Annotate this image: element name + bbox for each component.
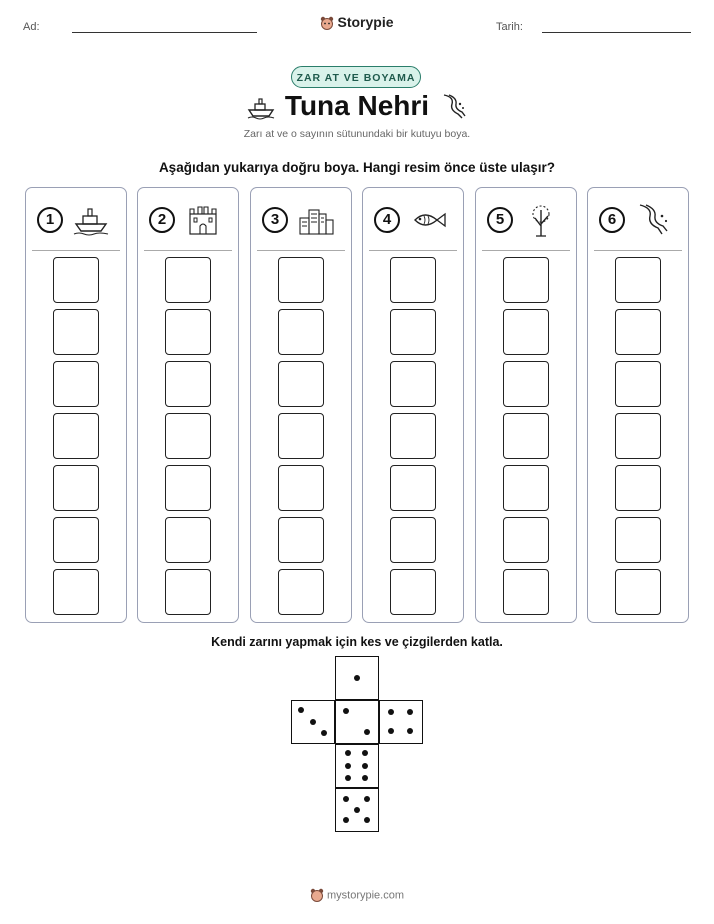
column-6 — [587, 187, 689, 623]
color-box[interactable] — [278, 257, 324, 303]
color-box[interactable] — [503, 257, 549, 303]
color-box[interactable] — [165, 465, 211, 511]
column-divider — [257, 250, 345, 251]
die-pip — [345, 775, 351, 781]
instruction: Aşağıdan yukarıya doğru boya. Hangi resim önce üste ulaşır? — [158, 160, 556, 175]
color-box[interactable] — [390, 257, 436, 303]
color-box[interactable] — [615, 569, 661, 615]
color-box[interactable] — [615, 361, 661, 407]
color-box[interactable] — [278, 309, 324, 355]
color-box[interactable] — [503, 413, 549, 459]
color-box[interactable] — [53, 257, 99, 303]
city-icon — [297, 202, 335, 238]
die-face-2 — [335, 700, 379, 744]
column-divider — [482, 250, 570, 251]
column-number: 2 — [149, 207, 175, 233]
column-number: 3 — [262, 207, 288, 233]
die-pip — [364, 729, 370, 735]
color-box[interactable] — [390, 465, 436, 511]
footer — [0, 888, 714, 903]
color-box[interactable] — [390, 569, 436, 615]
color-box[interactable] — [615, 517, 661, 563]
die-pip — [310, 719, 316, 725]
die-pip — [343, 708, 349, 714]
color-box[interactable] — [390, 517, 436, 563]
color-box[interactable] — [165, 569, 211, 615]
color-box[interactable] — [53, 465, 99, 511]
brand-logo — [0, 14, 714, 31]
subtitle: Zarı at ve o sayının sütunundaki bir kutuyu boya. — [243, 128, 471, 140]
column-2 — [137, 187, 239, 623]
color-box[interactable] — [390, 361, 436, 407]
color-box[interactable] — [503, 361, 549, 407]
page-title: Tuna Nehri — [284, 90, 430, 121]
fish-icon — [409, 202, 447, 238]
die-pip — [362, 750, 368, 756]
color-box[interactable] — [390, 413, 436, 459]
footer-url: mystorypie.com — [326, 889, 405, 902]
die-pip — [345, 750, 351, 756]
die-pip — [354, 807, 360, 813]
name-line[interactable] — [72, 32, 257, 33]
die-instruction: Kendi zarını yapmak için kes ve çizgilerden katla. — [211, 635, 503, 649]
die-pip — [388, 709, 394, 715]
color-box[interactable] — [503, 569, 549, 615]
tree-icon — [522, 202, 560, 238]
color-box[interactable] — [278, 465, 324, 511]
date-line[interactable] — [542, 32, 691, 33]
die-face-5 — [335, 788, 379, 832]
die-face-3 — [291, 700, 335, 744]
column-3 — [250, 187, 352, 623]
color-box[interactable] — [165, 257, 211, 303]
die-pip — [407, 728, 413, 734]
color-box[interactable] — [615, 413, 661, 459]
color-box[interactable] — [278, 413, 324, 459]
color-box[interactable] — [278, 517, 324, 563]
die-face-1 — [335, 656, 379, 700]
color-box[interactable] — [615, 465, 661, 511]
column-1 — [25, 187, 127, 623]
color-box[interactable] — [615, 309, 661, 355]
column-divider — [369, 250, 457, 251]
column-divider — [144, 250, 232, 251]
die-pip — [345, 763, 351, 769]
die-pip — [362, 763, 368, 769]
column-number: 1 — [37, 207, 63, 233]
die-pip — [407, 709, 413, 715]
color-box[interactable] — [53, 309, 99, 355]
die-face-6 — [335, 744, 379, 788]
color-box[interactable] — [165, 361, 211, 407]
column-number: 6 — [599, 207, 625, 233]
castle-icon — [184, 202, 222, 238]
die-pip — [388, 728, 394, 734]
name-label: Ad: — [23, 21, 40, 33]
column-number: 4 — [374, 207, 400, 233]
color-box[interactable] — [53, 517, 99, 563]
color-box[interactable] — [278, 361, 324, 407]
color-box[interactable] — [503, 517, 549, 563]
column-divider — [594, 250, 682, 251]
column-4 — [362, 187, 464, 623]
die-pip — [364, 796, 370, 802]
column-number: 5 — [487, 207, 513, 233]
die-pip — [321, 730, 327, 736]
color-box[interactable] — [278, 569, 324, 615]
boat-icon — [72, 202, 110, 238]
color-box[interactable] — [53, 361, 99, 407]
die-face-4 — [379, 700, 423, 744]
die-pip — [362, 775, 368, 781]
die-pip — [354, 675, 360, 681]
storypie-mascot-icon — [320, 16, 334, 31]
color-box[interactable] — [53, 569, 99, 615]
color-box[interactable] — [503, 309, 549, 355]
date-label: Tarih: — [496, 21, 523, 33]
die-pip — [343, 796, 349, 802]
storypie-mascot-icon — [310, 888, 324, 903]
die-pip — [364, 817, 370, 823]
river-icon — [634, 202, 672, 238]
color-box[interactable] — [165, 517, 211, 563]
die-pip — [298, 707, 304, 713]
color-box[interactable] — [165, 309, 211, 355]
column-divider — [32, 250, 120, 251]
brand-name: Storypie — [337, 14, 394, 30]
color-box[interactable] — [165, 413, 211, 459]
river-icon — [438, 92, 468, 122]
color-box[interactable] — [53, 413, 99, 459]
die-pip — [343, 817, 349, 823]
color-box[interactable] — [390, 309, 436, 355]
column-5 — [475, 187, 577, 623]
color-box[interactable] — [503, 465, 549, 511]
color-box[interactable] — [615, 257, 661, 303]
activity-badge: ZAR AT VE BOYAMA — [291, 66, 421, 88]
